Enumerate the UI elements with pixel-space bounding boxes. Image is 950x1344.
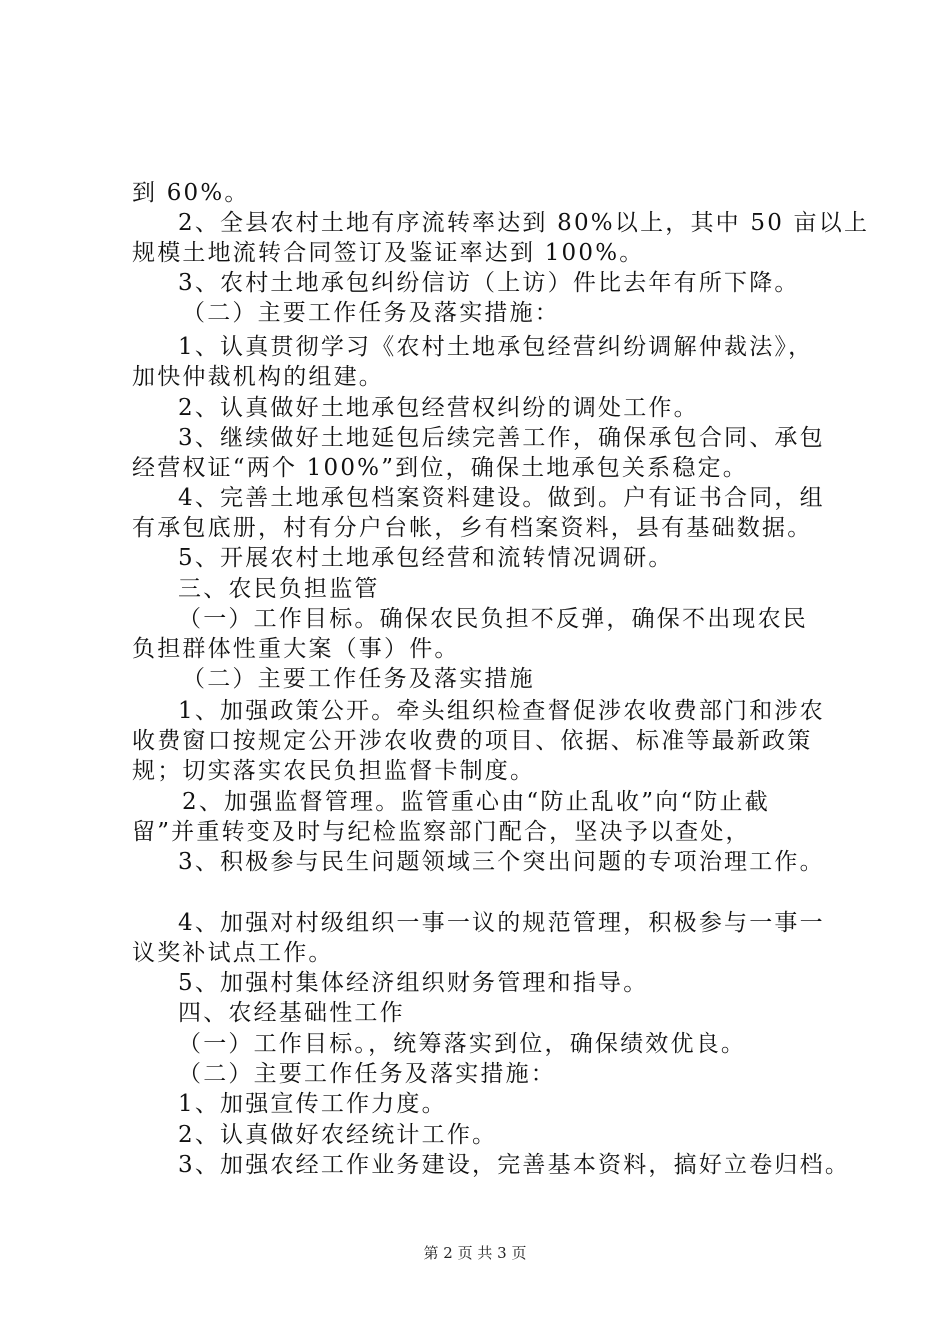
text-line: 3、加强农经工作业务建设，完善基本资料，搞好立卷归档。 — [178, 1152, 851, 1178]
page-footer — [0, 1243, 950, 1263]
text-line: 5、加强村集体经济组织财务管理和指导。 — [178, 970, 649, 996]
text-line: 3、积极参与民生问题领域三个突出问题的专项治理工作。 — [178, 849, 825, 875]
text-line: （一）工作目标。确保农民负担不反弹，确保不出现农民 — [178, 606, 808, 632]
section-heading: 四、农经基础性工作 — [178, 1000, 405, 1026]
text-line: 2、认真做好土地承包经营权纠纷的调处工作。 — [178, 395, 699, 421]
text-line: 规；切实落实农民负担监督卡制度。 — [132, 758, 536, 784]
text-line: 3、农村土地承包纠纷信访（上访）件比去年有所下降。 — [178, 270, 800, 296]
text-line: 3、继续做好土地延包后续完善工作，确保承包合同、承包 — [178, 425, 825, 451]
text-line: （一）工作目标。，统筹落实到位，确保绩效优良。 — [178, 1031, 747, 1057]
text-line: 4、完善土地承包档案资料建设。做到。户有证书合同，组 — [178, 485, 825, 511]
text-line: 加快仲裁机构的组建。 — [132, 364, 384, 390]
text-line: 收费窗口按规定公开涉农收费的项目、依据、标准等最新政策 — [132, 728, 813, 754]
text-line: 规模土地流转合同签订及鉴证率达到 100%。 — [132, 240, 645, 266]
text-line: 2、加强监督管理。监管重心由“防止乱收”向“防止截 — [182, 789, 770, 815]
section-subheading: （二）主要工作任务及落实措施： — [178, 1061, 556, 1087]
text-line: 1、认真贯彻学习《农村土地承包经营纠纷调解仲裁法》， — [178, 334, 814, 360]
text-line: 2、认真做好农经统计工作。 — [178, 1122, 498, 1148]
section-subheading: （二）主要工作任务及落实措施 — [182, 666, 535, 692]
text-line: 1、加强政策公开。牵头组织检查督促涉农收费部门和涉农 — [178, 698, 825, 724]
section-subheading: （二）主要工作任务及落实措施： — [182, 300, 560, 326]
page-indicator: 第 2 页 共 3 页 — [423, 1244, 527, 1262]
text-line: 5、开展农村土地承包经营和流转情况调研。 — [178, 545, 674, 571]
text-line: 经营权证“两个 100%”到位，确保土地承包关系稳定。 — [132, 455, 748, 481]
text-line: 议奖补试点工作。 — [132, 940, 334, 966]
text-line: 2、全县农村土地有序流转率达到 80%以上，其中 50 亩以上 — [178, 210, 870, 236]
text-line: 4、加强对村级组织一事一议的规范管理，积极参与一事一 — [178, 910, 825, 936]
section-heading: 三、农民负担监管 — [178, 576, 380, 602]
text-line: 有承包底册，村有分户台帐，乡有档案资料，县有基础数据。 — [132, 515, 813, 541]
text-line: 到 60%。 — [132, 180, 250, 206]
text-line: 负担群体性重大案（事）件。 — [132, 636, 460, 662]
text-line: 1、加强宣传工作力度。 — [178, 1091, 447, 1117]
text-line: 留”并重转变及时与纪检监察部门配合，坚决予以查处， — [132, 819, 751, 845]
